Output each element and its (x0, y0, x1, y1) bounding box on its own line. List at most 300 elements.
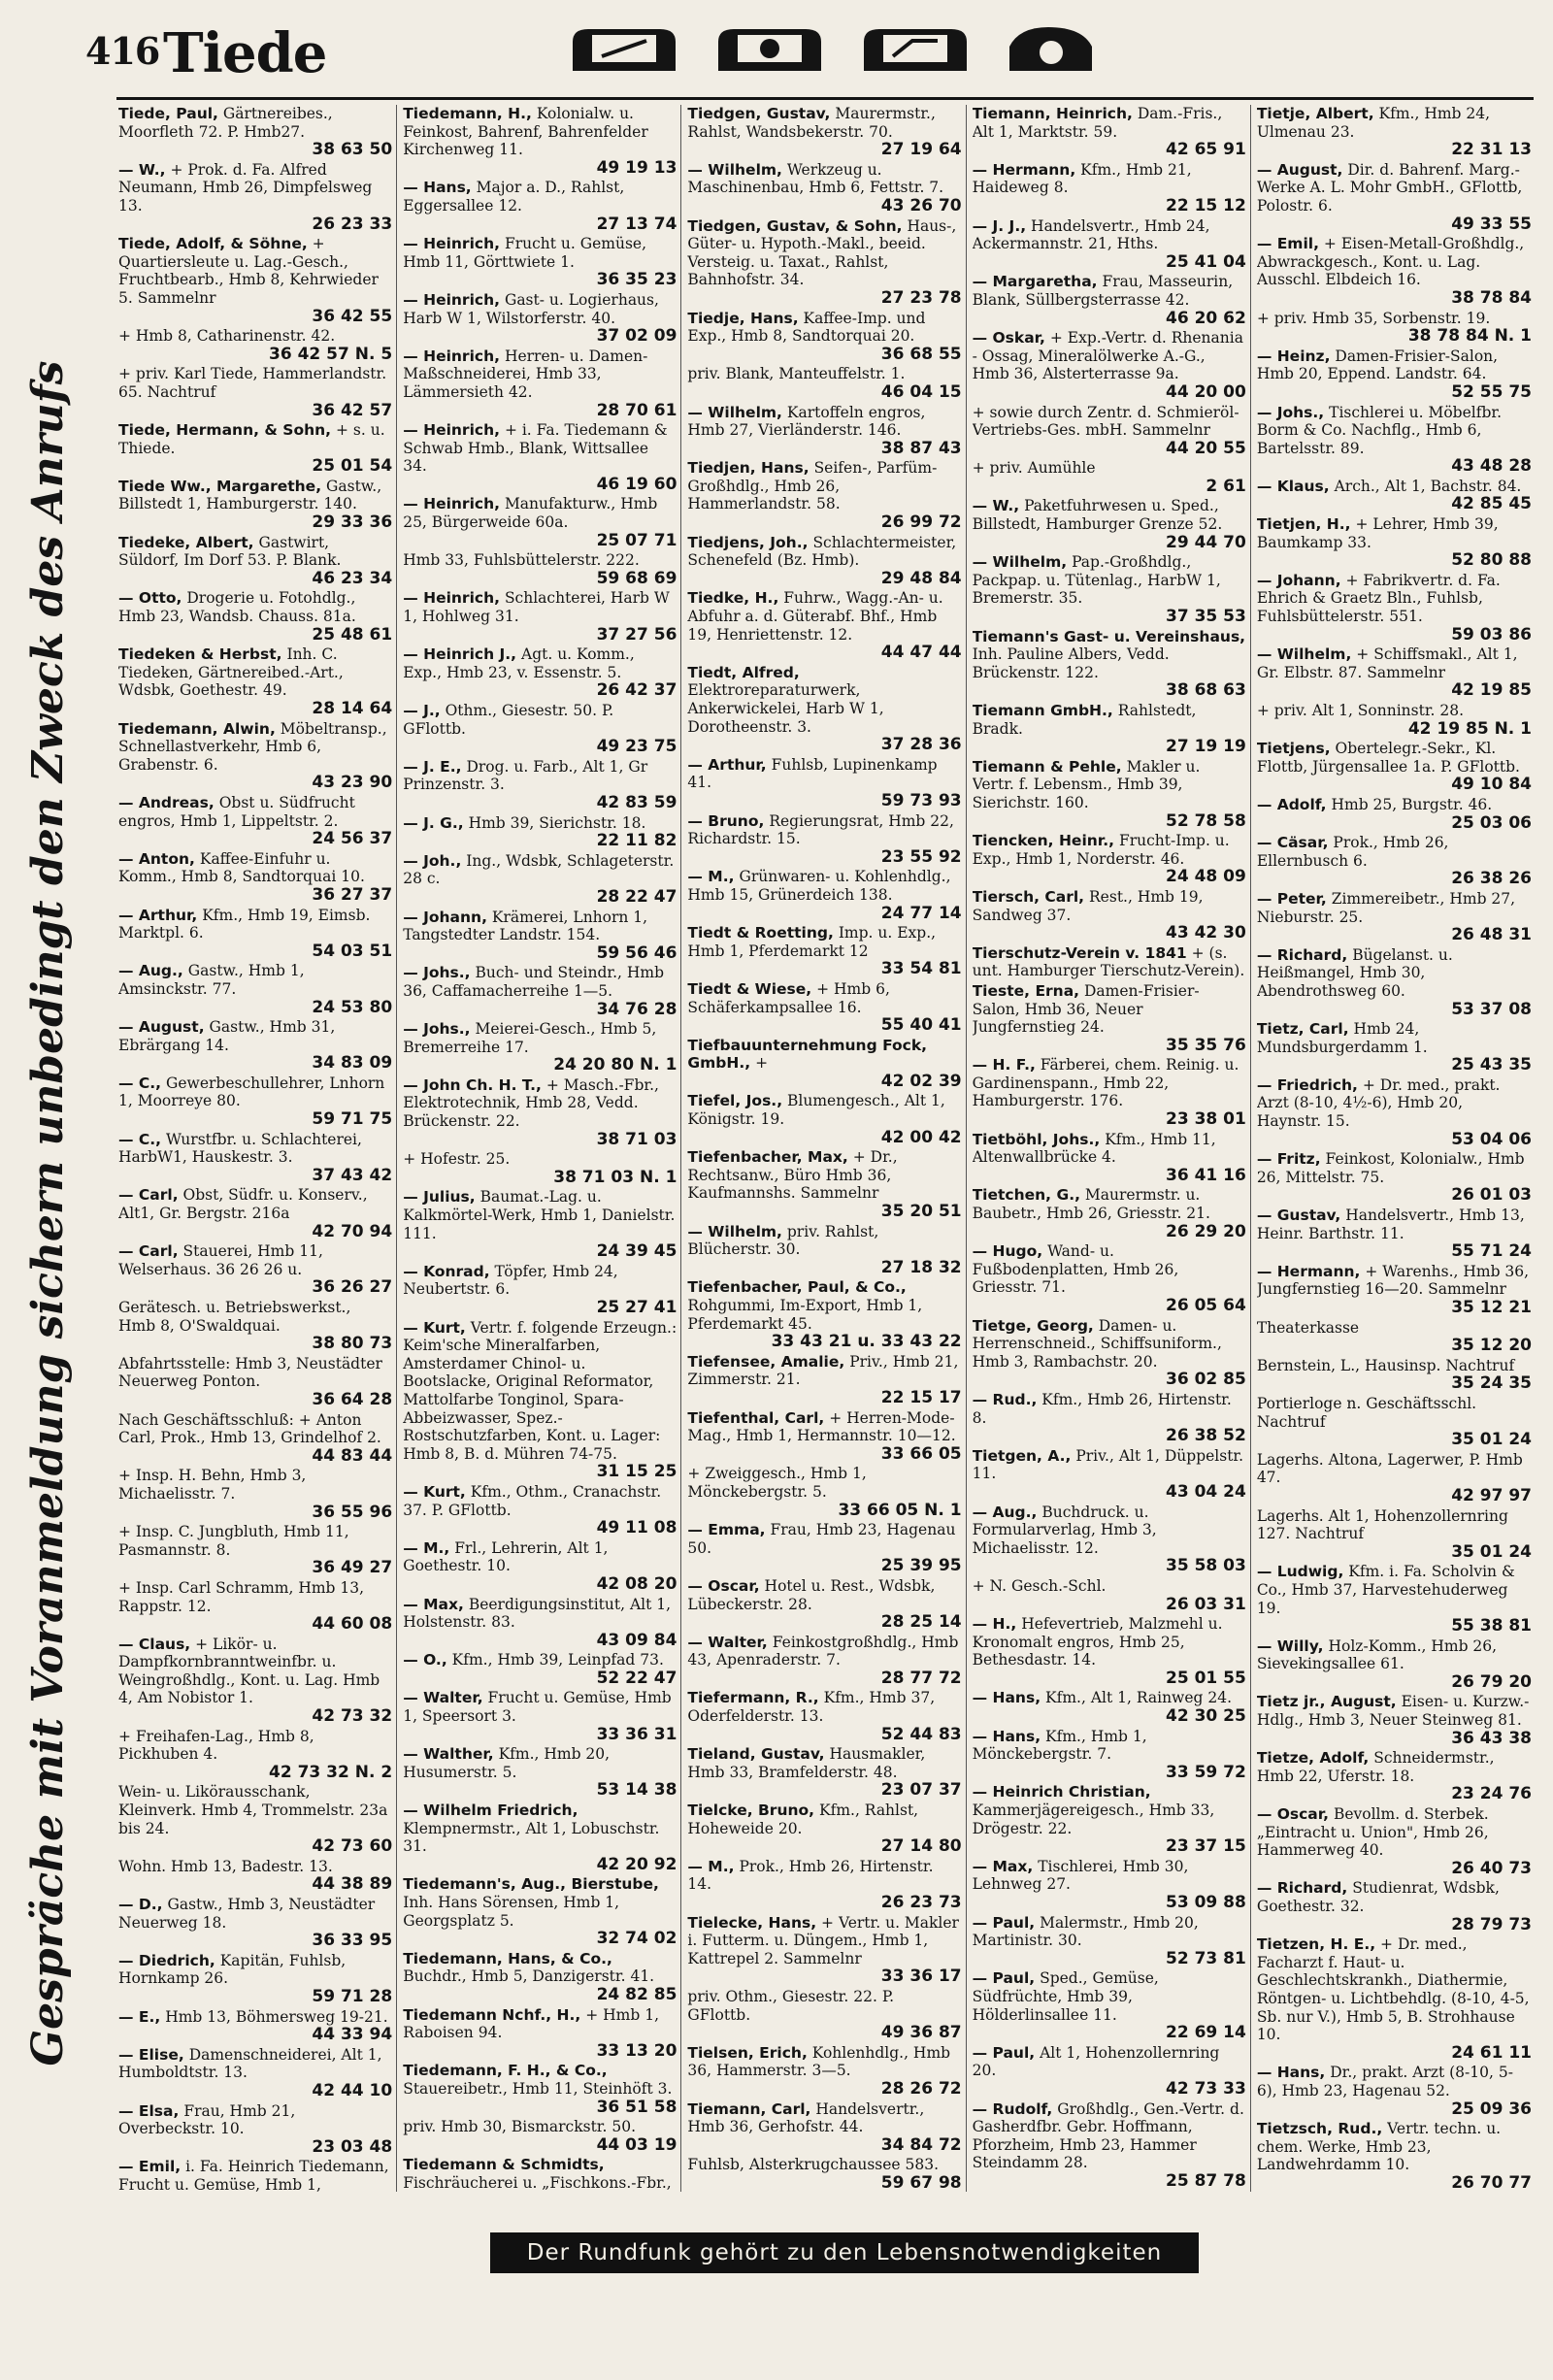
entry-phone: 34 84 72 (880, 2134, 962, 2155)
entry-name: — Elsa, (118, 2101, 180, 2120)
directory-entry (118, 235, 392, 325)
directory-entry (118, 1783, 392, 1855)
entry-text: Major a. D., Rahlst, Eggersallee 12. (403, 179, 625, 215)
entry-text: Stauereibetr., Hmb 11, Steinhöft 3. (403, 2079, 673, 2098)
entry-text: + priv. Karl Tiede, Hammerlandstr. 65. Nachtruf (118, 365, 387, 401)
entry-phone: 44 38 89 (312, 1874, 393, 1895)
entry-name: Tiedgen, Gustav, (687, 105, 831, 122)
entry-phone: 49 36 87 (880, 2023, 962, 2043)
entry-text: Wand- u. Fußbodenplatten, Hmb 26, Griesstr. 71. (972, 1242, 1179, 1297)
entry-text: Stauerei, Hmb 11, Welserhaus. 36 26 26 u. (118, 1242, 323, 1278)
entry-phone: 25 41 04 (1166, 251, 1246, 272)
entry-text: Damen- u. Herrenschneid., Schiffsuniform., Hmb 3, Rambachstr. 20. (972, 1316, 1222, 1371)
entry-text: + Warenhs., Hmb 36, Jungfernstieg 16—20. Sammelnr (1256, 1262, 1530, 1299)
entry-phone: 49 10 84 (1451, 775, 1533, 795)
entry-name: — Oscar, (1256, 1805, 1330, 1824)
directory-entry (687, 756, 961, 810)
directory-entry (687, 1802, 961, 1856)
entry-name: — Friedrich, (1256, 1075, 1358, 1094)
entry-phone: 22 15 17 (880, 1387, 962, 1407)
directory-entry (403, 551, 677, 587)
directory-entry (118, 720, 392, 792)
directory-entry (403, 1150, 677, 1186)
directory-entry (973, 459, 1246, 495)
entry-phone: 25 01 54 (312, 456, 393, 477)
directory-entry (118, 478, 392, 532)
directory-entry (973, 1914, 1246, 1968)
entry-phone: 26 23 33 (312, 214, 393, 234)
entry-text: + priv. Aumühle (972, 459, 1096, 478)
entry-name: Tiefel, Jos., (687, 1092, 783, 1110)
entry-text: Kfm., Hmb 24, Ulmenau 23. (1256, 105, 1491, 141)
directory-entry (1257, 404, 1532, 476)
entry-text: + Fabrikvertr. d. Fa. Ehrich & Graetz Bln., Fuhlsb, Fuhlsbüttelerstr. 551. (1256, 571, 1501, 626)
directory-entry (403, 589, 677, 644)
directory-entry (973, 1728, 1246, 1782)
entry-phone: 38 78 84 N. 1 (1407, 326, 1533, 347)
directory-entry (687, 365, 961, 401)
entry-phone: 27 18 32 (880, 1257, 962, 1277)
directory-entry (1257, 1451, 1532, 1505)
entry-text: Kfm., Hmb 39, Leinpfad 73. (451, 1651, 664, 1669)
entry-phone: 28 22 47 (596, 886, 677, 907)
entry-name: — Arthur, (687, 755, 767, 774)
directory-entry (403, 2156, 677, 2192)
entry-phone: 44 47 44 (880, 643, 962, 663)
entry-phone: 22 69 14 (1166, 2023, 1246, 2043)
entry-name: Tiede Ww., Margarethe, (118, 477, 322, 495)
entry-phone: 38 68 63 (1166, 680, 1246, 701)
directory-entry (687, 404, 961, 458)
directory-entry (403, 964, 677, 1018)
directory-entry (687, 105, 961, 159)
directory-entry (118, 2158, 392, 2192)
directory-entry (118, 1858, 392, 1894)
entry-text: Feinkost, Kolonialw., Hmb 26, Mittelstr. 75. (1256, 1150, 1525, 1186)
directory-entry (403, 1483, 677, 1537)
entry-phone: 36 27 37 (312, 884, 393, 905)
entry-phone: 42 19 85 N. 1 (1407, 718, 1533, 739)
directory-entry (403, 235, 677, 289)
entry-text: Buch- und Steindr., Hmb 36, Caffamacherreihe 1—5. (403, 964, 665, 1000)
entry-text: Damenschneiderei, Alt 1, Humboldtstr. 13. (118, 2045, 382, 2082)
entry-name: Tietjens, (1256, 740, 1331, 758)
entry-phone: 55 38 81 (1451, 1616, 1533, 1636)
entry-text: + Dr. med., Facharzt f. Haut- u. Geschlechtskrankh., Diathermie, Röntgen- u. Lichtbehdlg. (8-10, 4-5, Sb. nur V.), Hmb 5, B. Strohhause 10. (1256, 1935, 1530, 2044)
directory-entry (118, 1242, 392, 1297)
entry-text: Töpfer, Hmb 24, Neubertstr. 6. (403, 1262, 618, 1299)
directory-entry (687, 1092, 961, 1146)
entry-text: Blumengesch., Alt 1, Königstr. 19. (687, 1092, 945, 1129)
entry-name: — Andreas, (118, 793, 215, 811)
directory-entry (118, 1299, 392, 1353)
entry-phone: 46 04 15 (880, 381, 962, 402)
entry-phone: 43 48 28 (1451, 456, 1533, 477)
directory-entry (973, 273, 1246, 327)
entry-name: — Heinrich Christian, (972, 1783, 1151, 1802)
entry-name: — J. E., (403, 757, 462, 776)
entry-text: Frl., Lehrerin, Alt 1, Goethestr. 10. (403, 1538, 609, 1575)
directory-entry (403, 909, 677, 963)
entry-text: Vertr. techn. u. chem. Werke, Hmb 23, Landwehrdamm 10. (1256, 2120, 1502, 2174)
entry-name: — Diedrich, (118, 1951, 215, 1969)
directory-entry (1257, 1805, 1532, 1877)
entry-text: Lagerhs. Alt 1, Hohenzollernring 127. Nachtruf (1256, 1506, 1508, 1543)
entry-text: Gastw., Billstedt 1, Hamburgerstr. 140. (118, 477, 382, 513)
directory-entry (973, 497, 1246, 551)
entry-phone: 26 48 31 (1451, 925, 1533, 945)
entry-phone: 37 02 09 (596, 326, 677, 347)
entry-name: — Gustav, (1256, 1207, 1341, 1225)
entry-name: — Wilhelm, (687, 403, 782, 421)
entry-phone: 26 38 26 (1451, 869, 1533, 889)
entry-phone: 27 13 74 (596, 214, 677, 234)
entry-name: — C., (118, 1130, 162, 1148)
directory-entry (1257, 161, 1532, 233)
entry-text: Krämerei, Lnhorn 1, Tangstedter Landstr. 154. (403, 908, 648, 944)
entry-phone: 33 66 05 N. 1 (838, 1500, 962, 1520)
entry-text: Elektroreparaturwerk, Ankerwickelei, Harb W 1, Dorotheenstr. 3. (687, 681, 884, 736)
directory-entry (1257, 740, 1532, 794)
telephone-pictograms (563, 17, 1107, 85)
entry-phone: 52 80 88 (1451, 550, 1533, 571)
entry-text: Kartoffeln engros, Hmb 27, Vierländerstr. 146. (687, 403, 926, 440)
entry-name: — Heinrich, (403, 421, 500, 440)
entry-text: Wohn. Hmb 13, Badestr. 13. (118, 1857, 333, 1875)
directory-entry (118, 794, 392, 848)
entry-text: Buchdr., Hmb 5, Danzigerstr. 41. (403, 1967, 655, 1986)
entry-phone: 24 61 11 (1451, 2042, 1533, 2063)
entry-text: Schlachtermeister, Schenefeld (Bz. Hmb). (687, 533, 957, 570)
directory-entry (687, 1988, 961, 2042)
entry-name: — Hans, (972, 1727, 1041, 1745)
directory-entry (973, 1577, 1246, 1613)
directory-entry (1257, 2120, 1532, 2192)
entry-name: Tielcke, Bruno, (687, 1802, 815, 1820)
entry-name: Tiede, Adolf, & Söhne, (118, 235, 308, 253)
directory-entry (1257, 1693, 1532, 1747)
directory-entry (687, 1745, 961, 1800)
directory-entry (118, 1523, 392, 1577)
directory-entry (687, 1223, 961, 1277)
entry-name: — Johann, (403, 908, 487, 926)
entry-name: Tiede, Paul, (118, 105, 218, 122)
entry-name: Tiedemann, F. H., & Co., (403, 2062, 608, 2080)
directory-entry (118, 1411, 392, 1466)
entry-name: — W., (972, 497, 1020, 515)
entry-name: — C., (118, 1074, 162, 1092)
entry-phone: 26 70 77 (1451, 2172, 1533, 2192)
entry-phone: 44 83 44 (312, 1445, 393, 1466)
entry-text: + Hofestr. 25. (403, 1150, 511, 1169)
entry-text: Kfm., Hmb 1, Mönckebergstr. 7. (972, 1727, 1147, 1764)
directory-entry (1257, 796, 1532, 832)
entry-text: Feinkostgroßhdlg., Hmb 43, Apenraderstr. 7. (687, 1633, 959, 1669)
directory-entry (118, 1728, 392, 1782)
entry-text: Seifen-, Parfüm-Großhdlg., Hmb 26, Hammerlandstr. 58. (687, 459, 938, 513)
entry-name: Tiersch, Carl, (972, 887, 1085, 906)
entry-phone: 37 35 53 (1166, 607, 1246, 627)
entry-name: Tieland, Gustav, (687, 1745, 825, 1764)
entry-name: Tiedke, H., (687, 589, 779, 608)
directory-entry (118, 534, 392, 588)
entry-phone: 25 43 35 (1451, 1055, 1533, 1075)
directory-entry (118, 2046, 392, 2100)
entry-name: Tiedemann, H., (403, 105, 532, 122)
entry-phone: 26 29 20 (1166, 1221, 1246, 1241)
entry-text: + s. u. Thiede. (118, 421, 385, 457)
entry-text: Damen-Frisier-Salon, Hmb 36, Neuer Jungfernstieg 24. (972, 981, 1200, 1037)
entry-name: — Rudolf, (972, 2099, 1053, 2118)
entry-name: Tietgen, A., (972, 1446, 1072, 1465)
entry-name: — Emma, (687, 1521, 766, 1539)
entry-phone: 37 28 36 (880, 735, 962, 755)
directory-entry (118, 1952, 392, 2006)
entry-name: Tiefenthal, Carl, (687, 1408, 825, 1427)
entry-name: — Adolf, (1256, 795, 1327, 813)
entry-text: Wein- u. Likörausschank, Kleinverk. Hmb 4, Trommelstr. 23a bis 24. (118, 1783, 388, 1837)
entry-name: — Rud., (972, 1390, 1038, 1408)
entry-phone: 25 01 55 (1166, 1668, 1246, 1688)
entry-text: Fuhlsb, Lupinenkamp 41. (687, 755, 938, 792)
directory-entry (118, 1896, 392, 1950)
entry-text: + Quartiersleute u. Lag.-Gesch., Fruchtbearb., Hmb 8, Kehrwieder 5. Sammelnr (118, 235, 379, 307)
entry-text: Regierungsrat, Hmb 22, Richardstr. 15. (687, 811, 954, 848)
entry-name: Tiemann GmbH., (972, 702, 1113, 719)
entry-text: + Likör- u. Dampfkornbranntweinfbr. u. Weingroßhdlg., Kont. u. Lag. Hmb 4, Am Nobistor 1. (118, 1635, 380, 1707)
entry-text: Agt. u. Komm., Exp., Hmb 23, v. Essenstr. 5. (403, 645, 635, 681)
entry-phone: 25 07 71 (596, 530, 677, 550)
entry-text: Färberei, chem. Reinig. u. Gardinenspann., Hmb 22, Hamburgerstr. 176. (972, 1056, 1239, 1110)
entry-phone: 42 73 60 (312, 1836, 393, 1857)
directory-entry (973, 1242, 1246, 1314)
entry-text: + N. Gesch.-Schl. (972, 1576, 1107, 1595)
entry-phone: 25 39 95 (880, 1556, 962, 1576)
entry-phone: 28 79 73 (1451, 1914, 1533, 1934)
directory-entry (973, 702, 1246, 756)
entry-phone: 43 23 90 (312, 773, 393, 793)
entry-text: Kfm., Alt 1, Rainweg 24. (1045, 1689, 1232, 1707)
entry-phone: 36 43 38 (1451, 1728, 1533, 1748)
entry-text: Haus-, Güter- u. Hypoth.-Makl., beeid. Versteig. u. Taxat., Rahlst, Bahnhofstr. 34. (687, 216, 957, 289)
entry-name: — Hugo, (972, 1242, 1043, 1261)
entry-phone: 23 24 76 (1451, 1784, 1533, 1804)
directory-entry (403, 852, 677, 907)
entry-name: Tiefenbacher, Paul, & Co., (687, 1278, 907, 1297)
entry-phone: 2 61 (1206, 476, 1246, 496)
directory-entry (118, 1186, 392, 1240)
entry-name: Tiedeken & Herbst, (118, 645, 282, 664)
entry-text: Dir. d. Bahrenf. Marg.-Werke A. L. Mohr GmbH., GFlottb, Polostr. 6. (1256, 160, 1523, 215)
entry-text: Othm., Giesestr. 50. P. GFlottb. (403, 702, 614, 738)
entry-phone: 36 55 96 (312, 1502, 393, 1522)
directory-entry (118, 1636, 392, 1726)
entry-name: — Wilhelm, (687, 160, 782, 179)
entry-phone: 25 03 06 (1451, 812, 1533, 833)
entry-name: — Wilhelm Friedrich, (403, 1802, 578, 1820)
entry-text: Hmb 33, Fuhlsbüttelerstr. 222. (403, 551, 640, 570)
entry-text: + Dr., Rechtsanw., Büro Hmb 36, Kaufmannshs. Sammelnr (687, 1148, 898, 1203)
directory-entry (687, 980, 961, 1035)
entry-phone: 38 87 43 (880, 438, 962, 458)
entry-phone: 52 22 47 (596, 1668, 677, 1688)
entry-name: — Hans, (972, 1689, 1041, 1707)
entry-phone: 28 14 64 (312, 699, 393, 718)
entry-phone: 53 04 06 (1451, 1129, 1533, 1149)
directory-entry (118, 105, 392, 159)
directory-entry (973, 329, 1246, 401)
entry-name: — Margaretha, (972, 273, 1098, 291)
entry-phone: 26 03 31 (1166, 1594, 1246, 1614)
entry-text: Arch., Alt 1, Bachstr. 84. (1334, 477, 1522, 495)
entry-phone: 35 35 76 (1166, 1035, 1246, 1055)
directory-entry (118, 327, 392, 363)
directory-entry (403, 1263, 677, 1317)
directory-entry (973, 2100, 1246, 2191)
entry-phone: 36 42 57 (312, 400, 393, 420)
entry-name: — Otto, (118, 589, 182, 608)
entry-phone: 24 77 14 (880, 903, 962, 923)
directory-entry (403, 645, 677, 700)
directory-entry (403, 105, 677, 177)
entry-phone: 34 76 28 (596, 999, 677, 1019)
entry-phone: 52 55 75 (1451, 381, 1533, 402)
entry-name: Tiede, Hermann, & Sohn, (118, 421, 332, 440)
directory-entry (973, 888, 1246, 942)
directory-entry (403, 2006, 677, 2061)
entry-name: — Paul, (972, 1969, 1036, 1988)
entry-text: Fuhrw., Wagg.-An- u. Abfuhr a. d. Güterabf. Bhf., Hmb 19, Henriettenstr. 12. (687, 589, 943, 644)
directory-entry (1257, 1637, 1532, 1692)
entry-phone: 46 20 62 (1166, 308, 1246, 328)
entry-text: Hmb 13, Böhmersweg 19-21. (165, 2007, 388, 2026)
entry-phone: 26 01 03 (1451, 1185, 1533, 1206)
entry-text: Damen-Frisier-Salon, Hmb 20, Eppend. Landstr. 64. (1256, 347, 1499, 383)
entry-text: Kfm., Hmb 37, Oderfelderstr. 13. (687, 1689, 936, 1726)
entry-name: — Ludwig, (1256, 1563, 1344, 1581)
entry-phone: 25 09 36 (1451, 2099, 1533, 2119)
entry-phone: 36 02 85 (1166, 1370, 1246, 1390)
entry-phone: 36 35 23 (596, 270, 677, 290)
footer-banner: Der Rundfunk gehört zu den Lebensnotwendigkeiten (490, 2232, 1199, 2273)
entry-phone: 42 30 25 (1166, 1706, 1246, 1727)
directory-entry (973, 1969, 1246, 2041)
entry-name: — Kurt, (403, 1482, 466, 1501)
entry-text: Frucht u. Gemüse, Hmb 11, Görttwiete 1. (403, 235, 647, 271)
entry-name: — Peter, (1256, 889, 1327, 908)
column-3 (687, 105, 966, 2192)
entry-name: Tiemann, Heinrich, (972, 105, 1133, 122)
entry-phone: 42 65 91 (1166, 140, 1246, 160)
entry-text: Abfahrtsstelle: Hmb 3, Neustädter Neuerweg Ponton. (118, 1354, 382, 1391)
directory-entry (687, 1689, 961, 1743)
entry-name: Tietböhl, Johs., (972, 1130, 1101, 1148)
entry-phone: 44 20 55 (1166, 438, 1246, 458)
entry-text: Gastwirt, Süldorf, Im Dorf 53. P. Blank. (118, 533, 342, 570)
entry-name: Tiedemann, Alwin, (118, 719, 276, 738)
entry-text: Frucht-Imp. u. Exp., Hmb 1, Norderstr. 46. (972, 832, 1230, 868)
entry-text: Hmb 39, Sierichstr. 18. (468, 813, 646, 832)
entry-text: + (755, 1054, 769, 1073)
entry-phone: 24 48 09 (1166, 867, 1246, 887)
entry-text: Malermstr., Hmb 20, Martinistr. 30. (972, 1913, 1199, 1950)
entry-phone: 35 12 21 (1451, 1298, 1533, 1317)
directory-entry (403, 1950, 677, 2004)
entry-text: Schlachterei, Harb W 1, Hohlweg 31. (403, 589, 670, 626)
entry-phone: 42 83 59 (596, 792, 677, 812)
entry-phone: 43 26 70 (880, 195, 962, 215)
entry-text: Frau, Hmb 21, Overbeckstr. 10. (118, 2101, 296, 2138)
entry-name: — Hans, (403, 179, 472, 197)
entry-text: Kfm. i. Fa. Scholvin & Co., Hmb 37, Harvestehuderweg 19. (1256, 1563, 1515, 1617)
entry-phone: 25 48 61 (312, 624, 393, 645)
entry-text: Frau, Masseurin, Blank, Süllbergsterrasse 42. (972, 273, 1234, 309)
directory-entry (403, 1539, 677, 1594)
directory-entry (973, 1783, 1246, 1855)
entry-phone: 32 74 02 (596, 1929, 677, 1949)
entry-phone: 35 58 03 (1166, 1556, 1246, 1576)
entry-name: Tielecke, Hans, (687, 1913, 817, 1932)
entry-text: Sped., Gemüse, Südfrüchte, Hmb 39, Hölderlinsallee 11. (972, 1969, 1159, 2024)
entry-name: — Heinrich, (403, 347, 500, 365)
entry-phone: 44 20 00 (1166, 381, 1246, 402)
entry-phone: 24 39 45 (596, 1241, 677, 1262)
entry-phone: 35 20 51 (880, 1202, 962, 1222)
entry-phone: 33 54 81 (880, 959, 962, 979)
entry-text: Bernstein, L., Hausinsp. Nachtruf (1256, 1356, 1515, 1374)
entry-name: — Johann, (1256, 571, 1341, 589)
entry-phone: 42 08 20 (596, 1573, 677, 1594)
entry-text: Pap.-Großhdlg., Packpap. u. Tütenlag., HarbW 1, Bremerstr. 35. (972, 553, 1221, 608)
entry-phone: 49 33 55 (1451, 214, 1533, 234)
entry-text: + priv. Hmb 35, Sorbenstr. 19. (1256, 309, 1491, 327)
entry-text: + Vertr. u. Makler i. Futterm. u. Düngem., Hmb 1, Kattrepel 2. Sammelnr (687, 1913, 959, 1967)
directory-entry (687, 1634, 961, 1688)
entry-phone: 49 11 08 (596, 1518, 677, 1538)
entry-text: Vertr. f. folgende Erzeugn.: Keim'sche Mineralfarben, Amsterdamer Chinol- u. Bootslacke, Original Reformator, Mattolfarbe Tonginol, Spara-Abbeizwasser, Spez.-Rostschutzfarben, Kont. u. Lager: Hmb 8, B. d. Mühren 74-75. (403, 1318, 677, 1463)
entry-phone: 46 23 34 (312, 568, 393, 588)
entry-name: Tierschutz-Verein v. 1841 (972, 943, 1187, 962)
entry-text: Maurermstr., Rahlst, Wandsbekerstr. 70. (687, 105, 936, 141)
entry-text: Frucht u. Gemüse, Hmb 1, Speersort 3. (403, 1689, 672, 1726)
entry-name: — D., (118, 1896, 163, 1913)
entry-name: — Hermann, (972, 160, 1076, 179)
directory-entry (118, 1131, 392, 1185)
entry-text: Kohlenhdlg., Hmb 36, Hammerstr. 3—5. (687, 2043, 951, 2080)
directory-entry (1257, 890, 1532, 944)
entry-name: — J. G., (403, 813, 464, 832)
entry-text: Hefevertrieb, Malzmehl u. Kronomalt engros, Hmb 25, Bethesdastr. 14. (972, 1615, 1223, 1669)
entry-text: Kfm., Hmb 21, Haideweg 8. (972, 160, 1192, 197)
entry-text: + priv. Alt 1, Sonninstr. 28. (1256, 702, 1465, 719)
entry-phone: 26 42 37 (596, 680, 677, 701)
entry-text: Werkzeug u. Maschinenbau, Hmb 6, Fettstr. 7. (687, 160, 944, 197)
entry-text: + Exp.-Vertr. d. Rhenania - Ossag, Mineralölwerke A.-G., Hmb 36, Alsterterrasse 9a. (972, 329, 1243, 383)
entry-phone: 36 68 55 (880, 344, 962, 364)
directory-entry (687, 1409, 961, 1464)
entry-text: + Insp. H. Behn, Hmb 3, Michaelisstr. 7. (118, 1467, 307, 1503)
entry-text: + (s. unt. Hamburger Tierschutz-Verein). (972, 943, 1245, 980)
entry-text: Manufakturw., Hmb 25, Bürgerweide 60a. (403, 495, 658, 532)
directory-entry (1257, 2064, 1532, 2118)
directory-entry (403, 1875, 677, 1947)
directory-entry (118, 962, 392, 1016)
entry-phone: 53 14 38 (596, 1780, 677, 1801)
entry-phone: 42 85 45 (1451, 494, 1533, 514)
column-4 (973, 105, 1251, 2192)
directory-entry (403, 179, 677, 233)
entry-name: — Paul, (972, 2043, 1036, 2062)
